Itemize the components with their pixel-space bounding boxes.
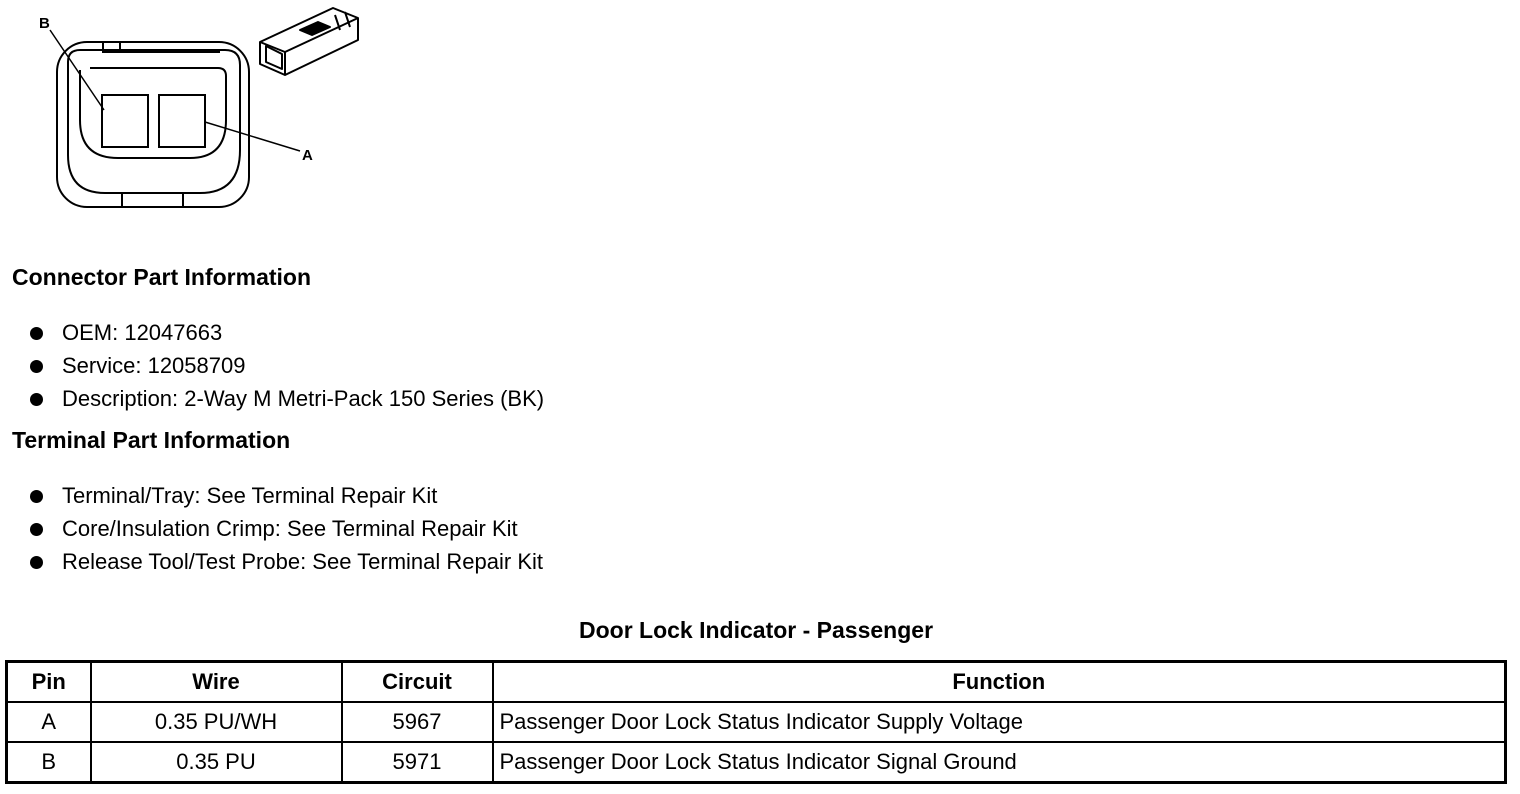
bullet-icon: [30, 393, 43, 406]
cell-wire: 0.35 PU/WH: [91, 702, 342, 742]
bullet-icon: [30, 556, 43, 569]
list-item: Description: 2-Way M Metri-Pack 150 Series (BK): [28, 382, 544, 415]
bullet-icon: [30, 490, 43, 503]
header-wire: Wire: [91, 662, 342, 703]
cell-wire: 0.35 PU: [91, 742, 342, 783]
terminal-part-list: [28, 479, 543, 578]
table-title: Door Lock Indicator - Passenger: [578, 617, 934, 643]
list-item: OEM: 12047663: [28, 316, 544, 349]
cell-function: Passenger Door Lock Status Indicator Signal Ground: [493, 742, 1506, 783]
terminal-part-heading: Terminal Part Information: [12, 427, 291, 453]
pin-label-a: A: [302, 147, 313, 164]
list-item: Release Tool/Test Probe: See Terminal Repair Kit: [28, 545, 543, 578]
bullet-icon: [30, 360, 43, 373]
list-item: Core/Insulation Crimp: See Terminal Repair Kit: [28, 512, 543, 545]
header-pin: Pin: [7, 662, 91, 703]
bullet-icon: [30, 327, 43, 340]
pin-label-b: B: [39, 15, 50, 32]
table-row: [7, 742, 1506, 783]
cavity-b: [102, 95, 148, 147]
bullet-icon: [30, 523, 43, 536]
header-circuit: Circuit: [342, 662, 493, 703]
connector-face-diagram: [0, 0, 380, 215]
cell-pin: B: [7, 742, 91, 783]
cell-circuit: 5967: [342, 702, 493, 742]
connector-part-list: [28, 316, 544, 415]
table-row: [7, 702, 1506, 742]
connector-key: [122, 193, 183, 207]
list-item: Service: 12058709: [28, 349, 544, 382]
header-function: Function: [493, 662, 1506, 703]
pin-table: [5, 660, 1507, 784]
cell-function: Passenger Door Lock Status Indicator Supply Voltage: [493, 702, 1506, 742]
connector-isometric-icon: [260, 8, 358, 75]
table-header-row: [7, 662, 1506, 703]
cell-pin: A: [7, 702, 91, 742]
list-item: Terminal/Tray: See Terminal Repair Kit: [28, 479, 543, 512]
connector-part-heading: Connector Part Information: [12, 264, 312, 290]
cavity-a: [159, 95, 205, 147]
cell-circuit: 5971: [342, 742, 493, 783]
connector-outer-shell: [57, 42, 249, 207]
connector-inner-rim: [68, 50, 240, 193]
